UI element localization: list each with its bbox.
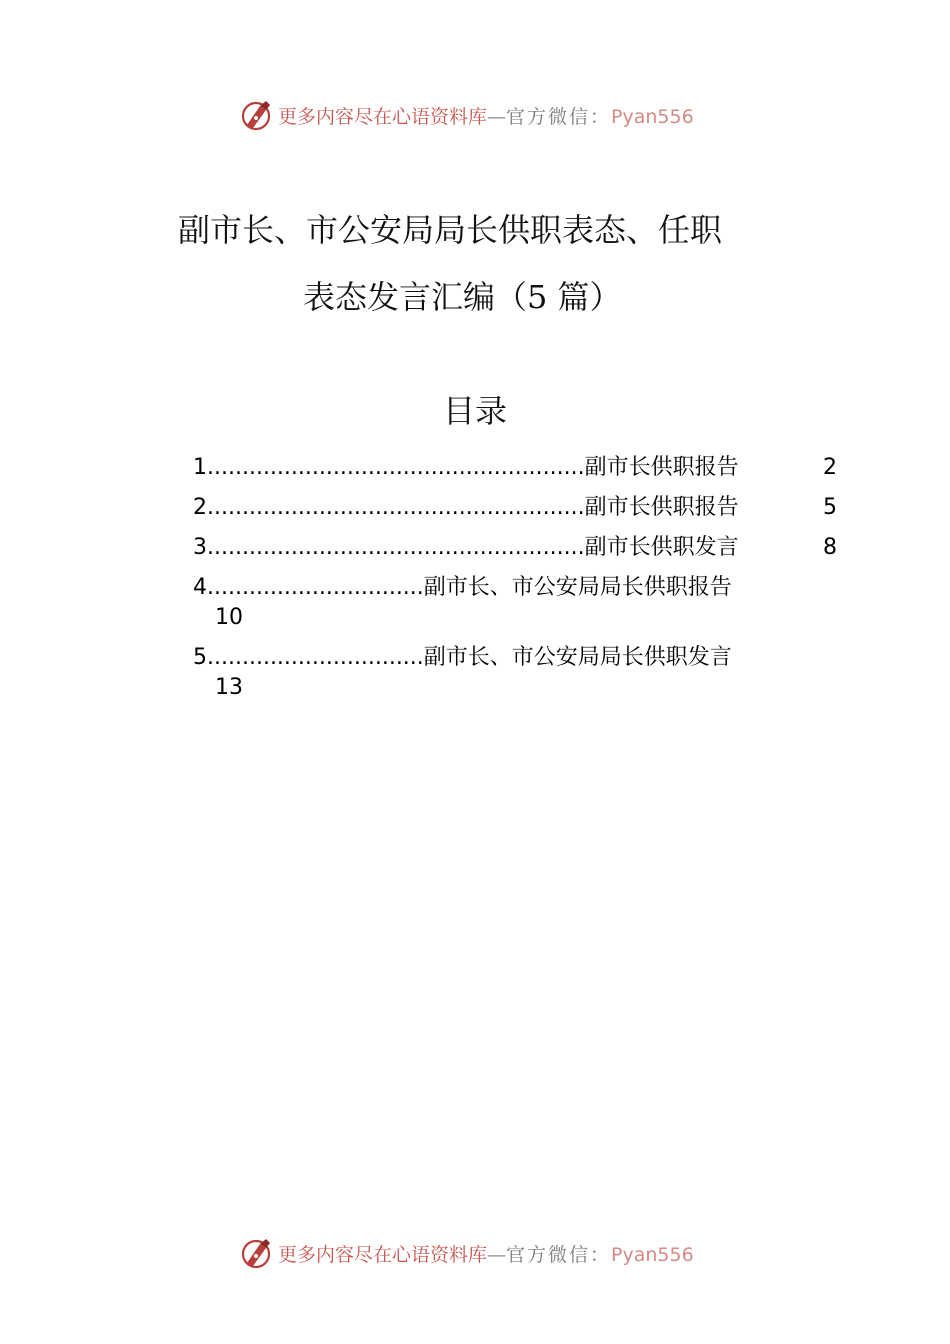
watermark-account: Pyan556 bbox=[611, 105, 694, 128]
watermark-wechat-label: 官方微信： bbox=[506, 1243, 612, 1266]
watermark-brand-text: 更多内容尽在心语资料库 bbox=[278, 1243, 488, 1266]
toc-entry-label: 副市长供职报告 bbox=[584, 495, 739, 520]
toc-entry-number: 5 bbox=[193, 645, 207, 670]
toc-entry-label: 副市长、市公安局局长供职报告 bbox=[423, 575, 732, 600]
pen-nib-logo-icon bbox=[238, 1235, 274, 1271]
toc-entry-label: 副市长、市公安局局长供职发言 bbox=[423, 645, 732, 670]
toc-leader-dots: ...................................................... bbox=[207, 455, 585, 480]
toc-entry-1[interactable] bbox=[193, 453, 853, 493]
toc-entry-4[interactable] bbox=[193, 573, 853, 643]
toc-entry-number: 1 bbox=[193, 455, 207, 480]
toc-entry-2[interactable] bbox=[193, 493, 853, 533]
watermark-brand-text: 更多内容尽在心语资料库 bbox=[278, 105, 488, 128]
watermark-separator: — bbox=[487, 1243, 507, 1266]
toc-entry-number: 3 bbox=[193, 535, 207, 560]
toc-entry-page: 10 bbox=[215, 605, 243, 630]
watermark-separator: — bbox=[487, 105, 507, 128]
toc-entry-page: 2 bbox=[823, 455, 837, 480]
footer-watermark bbox=[238, 1233, 694, 1273]
toc-entry-page: 13 bbox=[215, 675, 243, 700]
toc-entry-page: 8 bbox=[823, 535, 837, 560]
toc-heading: 目录 bbox=[442, 392, 507, 430]
pen-nib-logo-icon bbox=[238, 97, 274, 133]
toc-entry-number: 4 bbox=[193, 575, 207, 600]
table-of-contents bbox=[193, 453, 853, 713]
document-title-line-1: 副市长、市公安局局长供职表态、任职 bbox=[178, 211, 723, 249]
toc-entry-page: 5 bbox=[823, 495, 837, 520]
watermark-text-group bbox=[278, 1240, 694, 1267]
toc-leader-dots: ...................................................... bbox=[207, 535, 585, 560]
toc-leader-dots: ...................................................... bbox=[207, 495, 585, 520]
toc-entry-label: 副市长供职发言 bbox=[584, 535, 739, 560]
toc-leader-dots: ............................... bbox=[207, 645, 424, 670]
toc-entry-3[interactable] bbox=[193, 533, 853, 573]
watermark-text-group bbox=[278, 102, 694, 129]
watermark-wechat-label: 官方微信： bbox=[506, 105, 612, 128]
watermark-account: Pyan556 bbox=[611, 1243, 694, 1266]
document-title-line-2: 表态发言汇编（5 篇） bbox=[303, 278, 622, 316]
toc-entry-5[interactable] bbox=[193, 643, 853, 713]
header-watermark bbox=[238, 95, 694, 135]
toc-leader-dots: ............................... bbox=[207, 575, 424, 600]
toc-entry-number: 2 bbox=[193, 495, 207, 520]
toc-entry-label: 副市长供职报告 bbox=[584, 455, 739, 480]
